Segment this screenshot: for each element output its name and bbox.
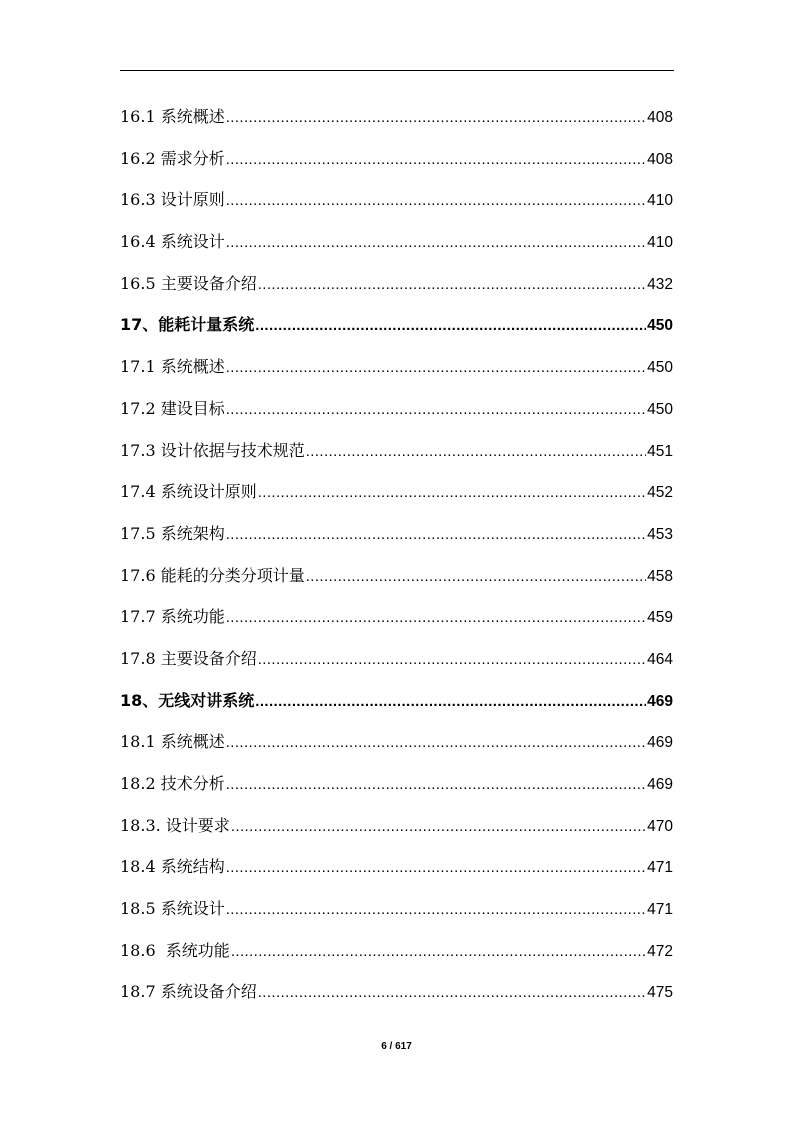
toc-dot-leader [258, 972, 646, 1014]
toc-entry-label: 18.4 系统结构 [120, 857, 225, 877]
toc-dot-leader [226, 722, 646, 764]
toc-dot-leader [226, 847, 646, 889]
toc-entry-17-6[interactable] [120, 555, 673, 597]
toc-page-number: 410 [647, 192, 673, 210]
toc-page-number: 451 [647, 442, 673, 460]
toc-entry-label: 17.3 设计依据与技术规范 [120, 440, 305, 460]
toc-entry-label: 17.1 系统概述 [120, 357, 225, 377]
toc-entry-18-1[interactable] [120, 721, 673, 763]
toc-dot-leader [306, 431, 646, 473]
toc-page-number: 458 [647, 567, 673, 585]
toc-dot-leader [255, 681, 646, 723]
toc-entry-label: 18.2 技术分析 [120, 774, 225, 793]
toc-page-number: 472 [647, 942, 673, 960]
toc-entry-16-1[interactable] [120, 96, 673, 138]
toc-entry-label: 17.5 系统架构 [120, 523, 225, 543]
toc-entry-label: 17.4 系统设计原则 [120, 482, 257, 502]
toc-page-number: 450 [647, 317, 673, 335]
toc-entry-17-2[interactable] [120, 388, 673, 430]
toc-chapter-label: 18、无线对讲系统 [120, 690, 255, 710]
toc-entry-17-1[interactable] [120, 346, 673, 388]
toc-entry-label: 16.5 主要设备介绍 [120, 273, 257, 293]
toc-page-number: 471 [647, 859, 673, 877]
toc-entry-16-3[interactable] [120, 179, 673, 221]
toc-page-number: 469 [647, 692, 673, 710]
toc-entry-label: 17.6 能耗的分类分项计量 [120, 565, 305, 585]
toc-entry-17-3[interactable] [120, 430, 673, 472]
header-rule [120, 70, 674, 71]
toc-entry-label: 18.3. 设计要求 [120, 815, 230, 835]
toc-page-number: 459 [647, 609, 673, 627]
toc-chapter-17[interactable] [120, 304, 673, 346]
toc-page-number: 464 [647, 650, 673, 668]
toc-entry-17-4[interactable] [120, 471, 673, 513]
toc-page-number: 450 [647, 359, 673, 377]
toc-entry-label: 16.4 系统设计 [120, 232, 225, 252]
toc-page-number: 471 [647, 901, 673, 919]
toc-entry-label: 16.3 设计原则 [120, 190, 225, 210]
toc-page-number: 469 [647, 734, 673, 752]
toc-page-number: 410 [647, 234, 673, 252]
toc-entry-label: 18.5 系统设计 [120, 899, 225, 919]
toc-chapter-18[interactable] [120, 680, 673, 722]
toc-dot-leader [258, 639, 646, 681]
toc-dot-leader [226, 180, 646, 222]
toc-dot-leader [258, 472, 646, 514]
page-footer [0, 1041, 793, 1052]
toc-dot-leader [231, 931, 646, 973]
toc-entry-label: 17.7 系统功能 [120, 607, 225, 627]
toc-page-number: 432 [647, 275, 673, 293]
table-of-contents [120, 96, 673, 1013]
toc-entry-label: 18.6 系统功能 [120, 940, 230, 960]
toc-dot-leader [226, 97, 646, 139]
toc-page-number: 450 [647, 400, 673, 418]
toc-entry-17-8[interactable] [120, 638, 673, 680]
toc-dot-leader [226, 347, 646, 389]
toc-dot-leader [255, 305, 646, 347]
toc-page-number: 408 [647, 109, 673, 126]
toc-entry-16-4[interactable] [120, 221, 673, 263]
page-indicator: 6 / 617 [381, 1041, 412, 1052]
toc-entry-17-7[interactable] [120, 596, 673, 638]
toc-dot-leader [226, 889, 646, 931]
toc-entry-18-4[interactable] [120, 846, 673, 888]
toc-page-number: 408 [647, 150, 673, 168]
toc-entry-label: 17.8 主要设备介绍 [120, 648, 257, 668]
toc-dot-leader [226, 389, 646, 431]
toc-dot-leader [258, 264, 646, 306]
toc-dot-leader [306, 556, 646, 598]
toc-chapter-label: 17、能耗计量系统 [120, 315, 255, 335]
toc-dot-leader [231, 806, 646, 848]
toc-page-number: 469 [647, 776, 673, 793]
toc-entry-16-5[interactable] [120, 263, 673, 305]
toc-entry-label: 17.2 建设目标 [120, 398, 225, 418]
toc-entry-18-2[interactable] [120, 763, 673, 805]
toc-dot-leader [226, 139, 646, 181]
toc-entry-18-5[interactable] [120, 888, 673, 930]
toc-entry-label: 16.2 需求分析 [120, 148, 225, 168]
toc-entry-17-5[interactable] [120, 513, 673, 555]
toc-dot-leader [226, 764, 646, 806]
toc-entry-label: 18.7 系统设备介绍 [120, 982, 257, 1002]
toc-entry-label: 18.1 系统概述 [120, 732, 225, 752]
toc-entry-16-2[interactable] [120, 138, 673, 180]
toc-page-number: 475 [647, 984, 673, 1002]
toc-page-number: 453 [647, 525, 673, 543]
toc-entry-18-3[interactable] [120, 805, 673, 847]
toc-page-number: 470 [647, 817, 673, 835]
toc-entry-label: 16.1 系统概述 [120, 107, 225, 126]
toc-dot-leader [226, 514, 646, 556]
toc-entry-18-6[interactable] [120, 930, 673, 972]
toc-dot-leader [226, 597, 646, 639]
toc-entry-18-7[interactable] [120, 971, 673, 1013]
toc-page-number: 452 [647, 484, 673, 502]
toc-dot-leader [226, 222, 646, 264]
